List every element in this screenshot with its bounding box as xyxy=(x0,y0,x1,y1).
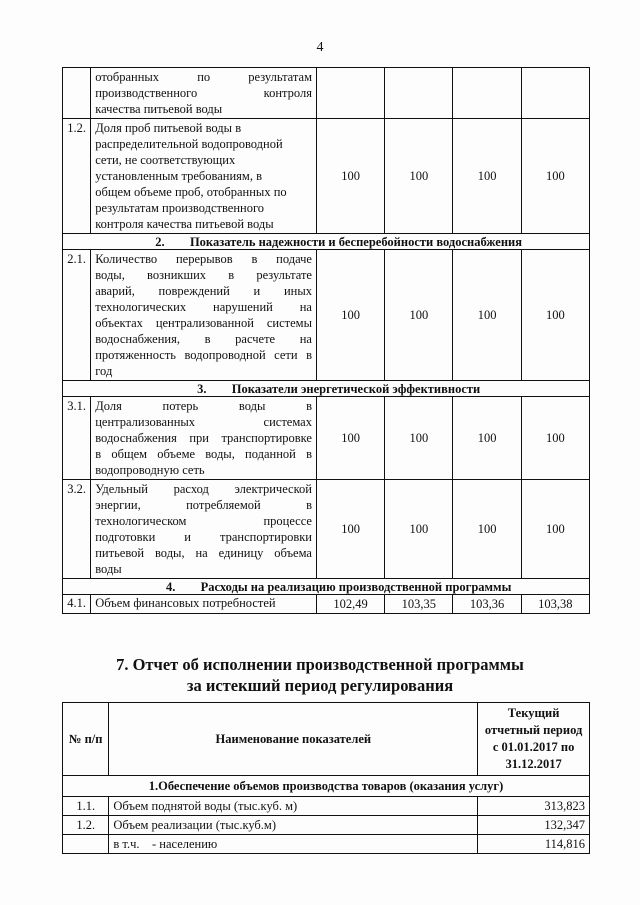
value-cell: 100 xyxy=(453,250,521,381)
value-cell: 100 xyxy=(316,119,384,234)
desc-line: аварий, повреждений и иных xyxy=(95,284,312,298)
value-cell: 103,35 xyxy=(385,595,453,614)
desc-line: протяженность водопроводной сети в xyxy=(95,348,312,362)
desc-line: распределительной водопроводной xyxy=(95,137,283,151)
row-number xyxy=(63,835,109,854)
indicators-table xyxy=(62,67,590,614)
row-description: Объем поднятой воды (тыс.куб. м) xyxy=(109,797,478,816)
header-line: с 01.01.2017 по xyxy=(492,740,575,754)
table-row xyxy=(63,595,590,614)
desc-line: технологическом процессе xyxy=(95,514,312,528)
desc-line: сети, не соответствующих xyxy=(95,153,236,167)
value-cell xyxy=(316,68,384,119)
desc-line: воды, возникших в результате xyxy=(95,268,312,282)
value-cell xyxy=(385,68,453,119)
desc-line: централизованных системах xyxy=(95,415,312,429)
row-number: 1.1. xyxy=(63,797,109,816)
heading-line: 7. Отчет об исполнении производственной программы xyxy=(116,655,524,674)
heading-line: за истекший период регулирования xyxy=(186,676,454,695)
header-name: Наименование показателей xyxy=(109,703,478,776)
row-description xyxy=(91,68,317,119)
value-cell: 100 xyxy=(316,250,384,381)
desc-line: Удельный расход электрической xyxy=(95,482,312,496)
header-row xyxy=(63,703,590,776)
table-row xyxy=(63,480,590,579)
section-number: 4. xyxy=(165,579,176,594)
value-cell xyxy=(521,68,589,119)
row-description: в т.ч. - населению xyxy=(109,835,478,854)
desc-line: Количество перерывов в подаче xyxy=(95,252,312,266)
row-description xyxy=(91,250,317,381)
value-cell: 313,823 xyxy=(478,797,590,816)
row-description xyxy=(91,397,317,480)
desc-line: в общем объеме воды, поданной в xyxy=(95,447,312,461)
value-cell: 100 xyxy=(453,397,521,480)
section-text: Расходы на реализацию производственной программы xyxy=(200,579,512,594)
section-title xyxy=(63,579,590,595)
value-cell: 100 xyxy=(316,397,384,480)
table-row xyxy=(63,797,590,816)
value-cell: 100 xyxy=(385,480,453,579)
value-cell: 100 xyxy=(453,480,521,579)
value-cell xyxy=(453,68,521,119)
desc-line: водоснабжения при транспортировке xyxy=(95,431,312,445)
desc-line: питьевой воды, на единицу объема xyxy=(95,546,312,560)
desc-line: Доля потерь воды в xyxy=(95,399,312,413)
value-cell: 114,816 xyxy=(478,835,590,854)
value-cell: 103,38 xyxy=(521,595,589,614)
table-row xyxy=(63,397,590,480)
desc-line: год xyxy=(95,364,113,378)
value-cell: 100 xyxy=(521,250,589,381)
value-cell: 100 xyxy=(385,250,453,381)
section-row xyxy=(63,776,590,797)
desc-line: контроля качества питьевой воды xyxy=(95,217,274,231)
section-row xyxy=(63,234,590,250)
row-description: Объем финансовых потребностей xyxy=(91,595,317,614)
page-number: 4 xyxy=(316,40,324,55)
row-number: 3.1. xyxy=(63,397,91,480)
value-cell: 100 xyxy=(521,480,589,579)
desc-line: производственного контроля xyxy=(95,86,312,100)
row-description xyxy=(91,119,317,234)
desc-line: водоснабжения, в расчете на xyxy=(95,332,312,346)
table-row xyxy=(63,816,590,835)
row-number: 3.2. xyxy=(63,480,91,579)
desc-line: водопроводную сеть xyxy=(95,463,205,477)
value-cell: 100 xyxy=(521,397,589,480)
desc-line: Доля проб питьевой воды в xyxy=(95,121,242,135)
desc-line: объектах централизованной системы xyxy=(95,316,312,330)
row-number: 4.1. xyxy=(63,595,91,614)
section-row xyxy=(63,579,590,595)
row-number: 1.2. xyxy=(63,119,91,234)
section-row xyxy=(63,381,590,397)
desc-line: установленным требованиям, в xyxy=(95,169,262,183)
table-row xyxy=(63,250,590,381)
desc-line: общем объеме проб, отобранных по xyxy=(95,185,287,199)
header-line: 31.12.2017 xyxy=(505,757,562,771)
value-cell: 100 xyxy=(385,397,453,480)
desc-line: отобранных по результатам xyxy=(95,70,312,84)
value-cell: 100 xyxy=(316,480,384,579)
value-cell: 132,347 xyxy=(478,816,590,835)
row-number: 2.1. xyxy=(63,250,91,381)
row-description: Объем реализации (тыс.куб.м) xyxy=(109,816,478,835)
row-number: 1.2. xyxy=(63,816,109,835)
section-title xyxy=(63,234,590,250)
desc-line: качества питьевой воды xyxy=(95,102,223,116)
desc-line: энергии, потребляемой в xyxy=(95,498,312,512)
value-cell: 102,49 xyxy=(316,595,384,614)
header-line: Текущий xyxy=(507,706,560,720)
section-number: 3. xyxy=(197,381,207,396)
row-number xyxy=(63,68,91,119)
value-cell: 100 xyxy=(385,119,453,234)
header-period xyxy=(478,703,590,776)
section-title: 1.Обеспечение объемов производства товаров (оказания услуг) xyxy=(63,776,590,797)
header-num: № п/п xyxy=(63,703,109,776)
section-number: 2. xyxy=(155,234,165,249)
section-text: Показатели энергетической эффективности xyxy=(231,381,481,396)
section-heading xyxy=(0,654,640,696)
table-row xyxy=(63,835,590,854)
value-cell: 100 xyxy=(521,119,589,234)
table-row xyxy=(63,119,590,234)
section-title xyxy=(63,381,590,397)
row-description xyxy=(91,480,317,579)
value-cell: 103,36 xyxy=(453,595,521,614)
table-row xyxy=(63,68,590,119)
value-cell: 100 xyxy=(453,119,521,234)
report-table xyxy=(62,702,590,854)
desc-line: результатам производственного xyxy=(95,201,265,215)
section-text: Показатель надежности и бесперебойности водоснабжения xyxy=(189,234,523,249)
desc-line: подготовки и транспортировки xyxy=(95,530,312,544)
header-line: отчетный период xyxy=(484,723,583,737)
desc-line: воды xyxy=(95,562,122,576)
desc-line: технологических нарушений на xyxy=(95,300,312,314)
